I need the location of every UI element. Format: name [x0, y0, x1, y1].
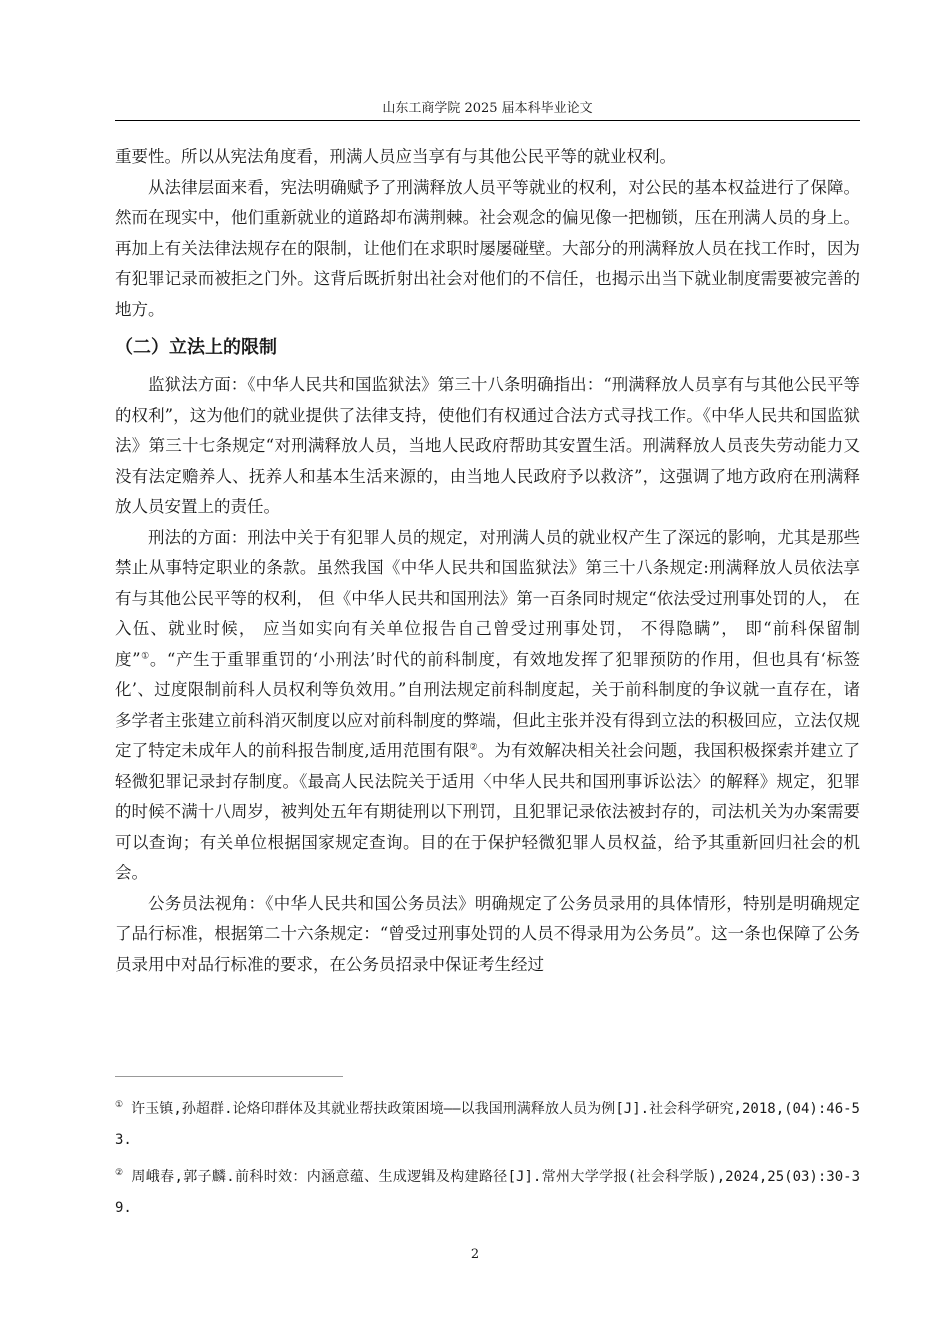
header-rule — [115, 120, 860, 121]
paragraph-civil-servant-law: 公务员法视角：《中华人民共和国公务员法》明确规定了公务员录用的具体情形，特别是明确规定了品行标准，根据第二十六条规定：“曾受过刑事处罚的人员不得录用为公务员”。这一条也保障了公务员录用中对品行标准的要求，在公务员招录中保证考生经过 — [115, 893, 860, 974]
running-header: 山东工商学院 2025 届本科毕业论文 — [382, 101, 593, 116]
footnote-2 — [115, 1162, 860, 1224]
paragraph-continuation: 重要性。所以从宪法角度看，刑满人员应当享有与其他公民平等的就业权利。 — [115, 147, 676, 166]
footnote-separator — [115, 1076, 343, 1077]
paragraph-prison-law: 监狱法方面：《中华人民共和国监狱法》第三十八条明确指出：“刑满释放人员享有与其他公民平等的权利”，这为他们的就业提供了法律支持，使他们有权通过合法方式寻找工作。《中华人民共和国监狱法》第三十七条规定“对刑满释放人员，当地人民政府帮助其安置生活。刑满释放人员丧失劳动能力又没有法定赡养人、抚养人和基本生活来源的，由当地人民政府予以救济”，这强调了地方政府在刑满释放人员安置上的责任。 — [115, 375, 860, 516]
footnote-1 — [115, 1094, 860, 1156]
criminal-law-text-3: 。为有效解决相关社会问题，我国积极探索并建立了轻微犯罪记录封存制度。《最高人民法院关于适用〈中华人民共和国刑事诉讼法〉的解释》规定，犯罪的时候不满十八周岁，被判处五年有期徒刑以下刑罚，且犯罪记录依法被封存的，司法机关为办案需要可以查询；有关单位根据国家规定查询。目的在于保护轻微犯罪人员权益，给予其重新回归社会的机会。 — [115, 741, 861, 882]
paragraph-legal-level: 从法律层面来看，宪法明确赋予了刑满释放人员平等就业的权利，对公民的基本权益进行了保障。然而在现实中，他们重新就业的道路却布满荆棘。社会观念的偏见像一把枷锁，压在刑满人员的身上。再加上有关法律法规存在的限制，让他们在求职时屡屡碰壁。大部分的刑满释放人员在找工作时，因为有犯罪记录而被拒之门外。这背后既折射出社会对他们的不信任，也揭示出当下就业制度需要被完善的地方。 — [115, 177, 860, 319]
criminal-law-text-2: 。“产生于重罪重罚的‘小刑法’时代的前科制度，有效地发挥了犯罪预防的作用，但也具有‘标签化’、过度限制前科人员权利等负效用。”自刑法规定前科制度起，关于前科制度的争议就一直存在，诸多学者主张建立前科消灭制度以应对前科制度的弊端，但此主张并没有得到立法的积极回应，立法仅规定了特定未成年人的前科报告制度,适用范围有限 — [115, 649, 860, 760]
footnote-mark: ① — [115, 1100, 124, 1111]
paragraph-criminal-law — [115, 523, 860, 889]
footnotes — [115, 1094, 860, 1230]
criminal-law-text-1: 刑法的方面：刑法中关于有犯罪人员的规定，对刑满人员的就业权产生了深远的影响，尤其是那些禁止从事特定职业的条款。虽然我国《中华人民共和国监狱法》第三十八条规定:刑满释放人员依法享有与其他公民平等的权利， 但《中华人民共和国刑法》第一百条同时规定“依法受过刑事处罚的人， 在入伍、就业时候， 应当如实向有关单位报告自己曾受过刑事处罚， 不得隐瞒”， 即“前科保留制度” — [115, 527, 860, 669]
page-number: 2 — [470, 1247, 480, 1262]
footnote-ref-2[interactable]: ② — [469, 742, 478, 753]
footnote-text: 许玉镇,孙超群.论烙印群体及其就业帮扶政策困境——以我国刑满释放人员为例[J].社会科学研究,2018,(04):46-53. — [115, 1101, 860, 1148]
footnote-text: 周峨春,郭子麟.前科时效：内涵意蕴、生成逻辑及构建路径[J].常州大学学报(社会科学版),2024,25(03):30-39. — [115, 1169, 860, 1216]
main-text — [115, 142, 860, 980]
footnote-mark: ② — [115, 1168, 124, 1179]
section-title: （二）立法上的限制 — [115, 337, 277, 358]
footnote-ref-1[interactable]: ① — [140, 651, 150, 661]
